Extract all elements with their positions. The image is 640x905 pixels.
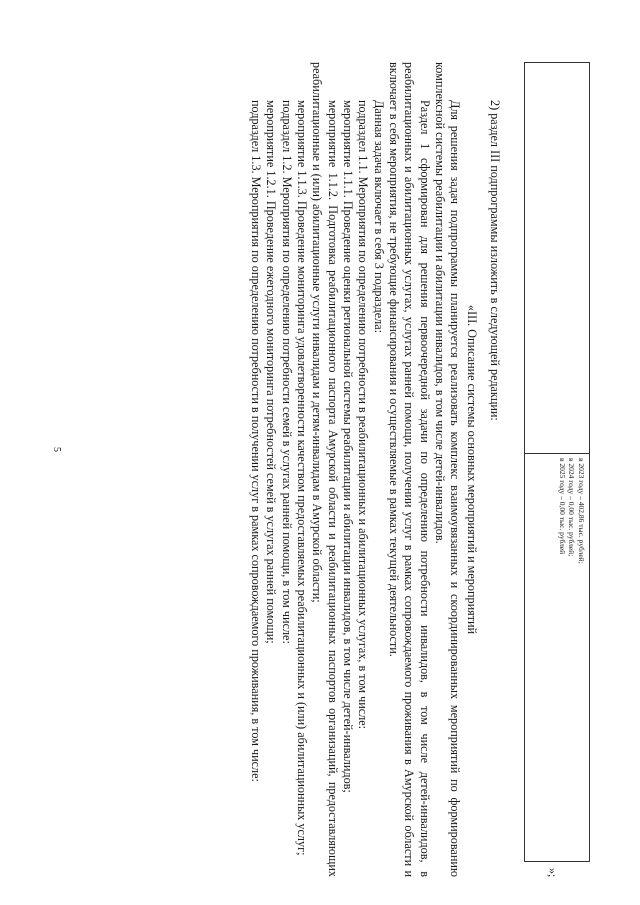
paragraph: Для решения задач подпрограммы планируется реализовать комплекс взаимоувязанных и скоординированных мероприятий по формированию комплексной системы реабилитации и абилитации инвалидов, в том числе детей-инвалидов. xyxy=(432,62,463,877)
paragraph: мероприятие 1.1.2. Подготовка реабилитационного паспорта Амурской области и реабилитационных паспортов организаций, предоставляющих реабилитационные и (или) абилитационные услуги инвалидам и детям-инвалидам в Амурской области; xyxy=(310,62,340,877)
funding-table xyxy=(524,62,590,862)
paragraph: подраздел 1.1. Мероприятия по определению потребности в реабилитационных и абилитационных услугах, в том числе: xyxy=(356,100,371,730)
paragraph: мероприятие 1.1.1. Проведение оценки региональной системы реабилитации и абилитации инвалидов, в том числе детей-инвалидов; xyxy=(340,100,355,793)
paragraph: Данная задача включает в себя 3 подраздела: xyxy=(371,100,386,333)
table-cell-funding xyxy=(525,454,589,861)
page-number: 5 xyxy=(51,447,62,452)
document-body xyxy=(248,62,503,877)
rotated-document-sheet xyxy=(70,62,590,882)
section-intro: 2) раздел III подпрограммы изложить в следующей редакции: xyxy=(488,100,502,421)
paragraph: мероприятие 1.2.1. Проведение ежегодного мониторинга потребностей семей в услугах ранней помощи; xyxy=(264,100,279,644)
paragraph: Раздел 1 сформирован для решения первоочередной задачи по определению потребности инвалидов, в том числе детей-инвалидов, в реабилитационных и абилитационных услугах, услугах ранней помощи, получении услуг в рамках сопровождаемого проживания в Амурской области и включает в себя мероприятия, не требующие финансирования и осуществляемые в рамках текущей деятельности. xyxy=(386,62,432,877)
funding-line: в 2024 году – 0,00 тыс. рублей; xyxy=(567,458,577,557)
paragraph: подраздел 1.2. Мероприятия по определению потребности семей в услугах ранней помощи, в том числе: xyxy=(279,100,294,644)
paragraph: мероприятие 1.1.3. Проведение мониторинга удовлетворенности качеством предоставляемых реабилитационных и (или) абилитационных услуг; xyxy=(294,100,309,856)
paragraph: подраздел 1.3. Мероприятия по определению потребности в получении услуг в рамках сопровождаемого проживания, в том числе: xyxy=(248,100,263,782)
funding-line: в 2023 году – 402,86 тыс. рублей; xyxy=(577,458,586,564)
table-cell-empty xyxy=(525,63,589,454)
funding-line: в 2025 году – 0,00 тыс. рублей xyxy=(558,458,567,555)
section-heading: «III. Описание системы основных мероприятий и мероприятий xyxy=(464,304,479,635)
quote-close-mark: »; xyxy=(546,868,560,878)
